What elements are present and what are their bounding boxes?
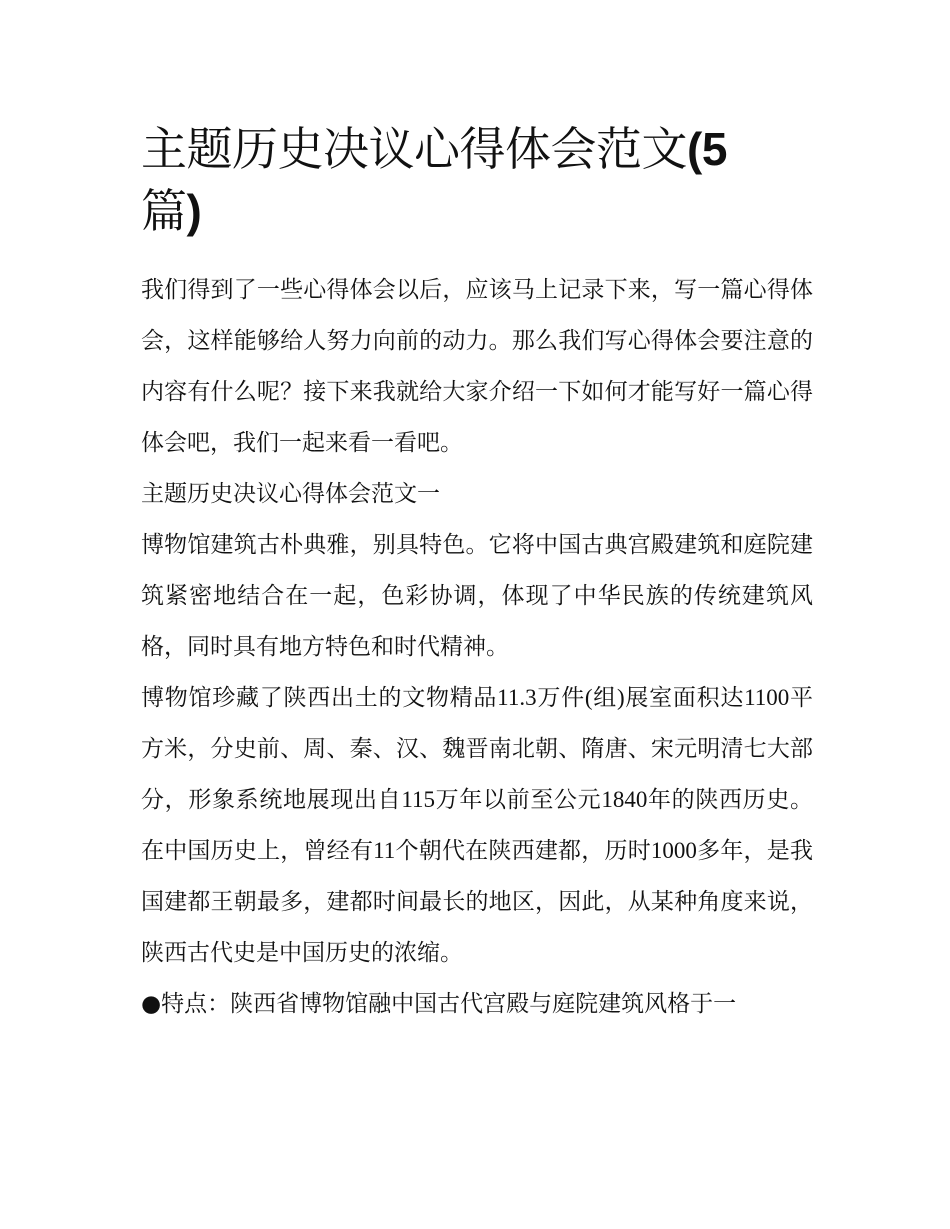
bullet-paragraph bbox=[141, 978, 813, 1030]
body-paragraph-architecture: 博物馆建筑古朴典雅，别具特色。它将中国古典宫殿建筑和庭院建筑紧密地结合在一起，色彩协调，体现了中华民族的传统建筑风格，同时具有地方特色和时代精神。 bbox=[141, 532, 813, 659]
title-text: 主题历史决议心得体会范文 bbox=[141, 122, 687, 176]
title-count-close: ) bbox=[186, 185, 202, 237]
intro-paragraph: 我们得到了一些心得体会以后，应该马上记录下来，写一篇心得体会，这样能够给人努力向前的动力。那么我们写心得体会要注意的内容有什么呢？接下来我就给大家介绍一下如何才能写好一篇心得体会吧，我们一起来看一看吧。 bbox=[141, 277, 813, 455]
bullet-text: 特点：陕西省博物馆融中国古代宫殿与庭院建筑风格于一 bbox=[161, 991, 737, 1016]
section-heading: 主题历史决议心得体会范文一 bbox=[141, 481, 440, 506]
document-title bbox=[141, 118, 813, 242]
body-paragraph-collection: 博物馆珍藏了陕西出土的文物精品11.3万件(组)展室面积达1100平方米，分史前、周、秦、汉、魏晋南北朝、隋唐、宋元明清七大部分，形象系统地展现出自115万年以前至公元1840年的陕西历史。在中国历史上，曾经有11个朝代在陕西建都，历时1000多年，是我国建都王朝最多，建都时间最长的地区，因此，从某种角度来说，陕西古代史是中国历史的浓缩。 bbox=[141, 685, 813, 965]
bullet-icon: ● bbox=[141, 991, 162, 1017]
title-text-line2: 篇 bbox=[141, 184, 187, 238]
title-count: (5 bbox=[687, 123, 727, 175]
document-body bbox=[141, 118, 813, 1030]
